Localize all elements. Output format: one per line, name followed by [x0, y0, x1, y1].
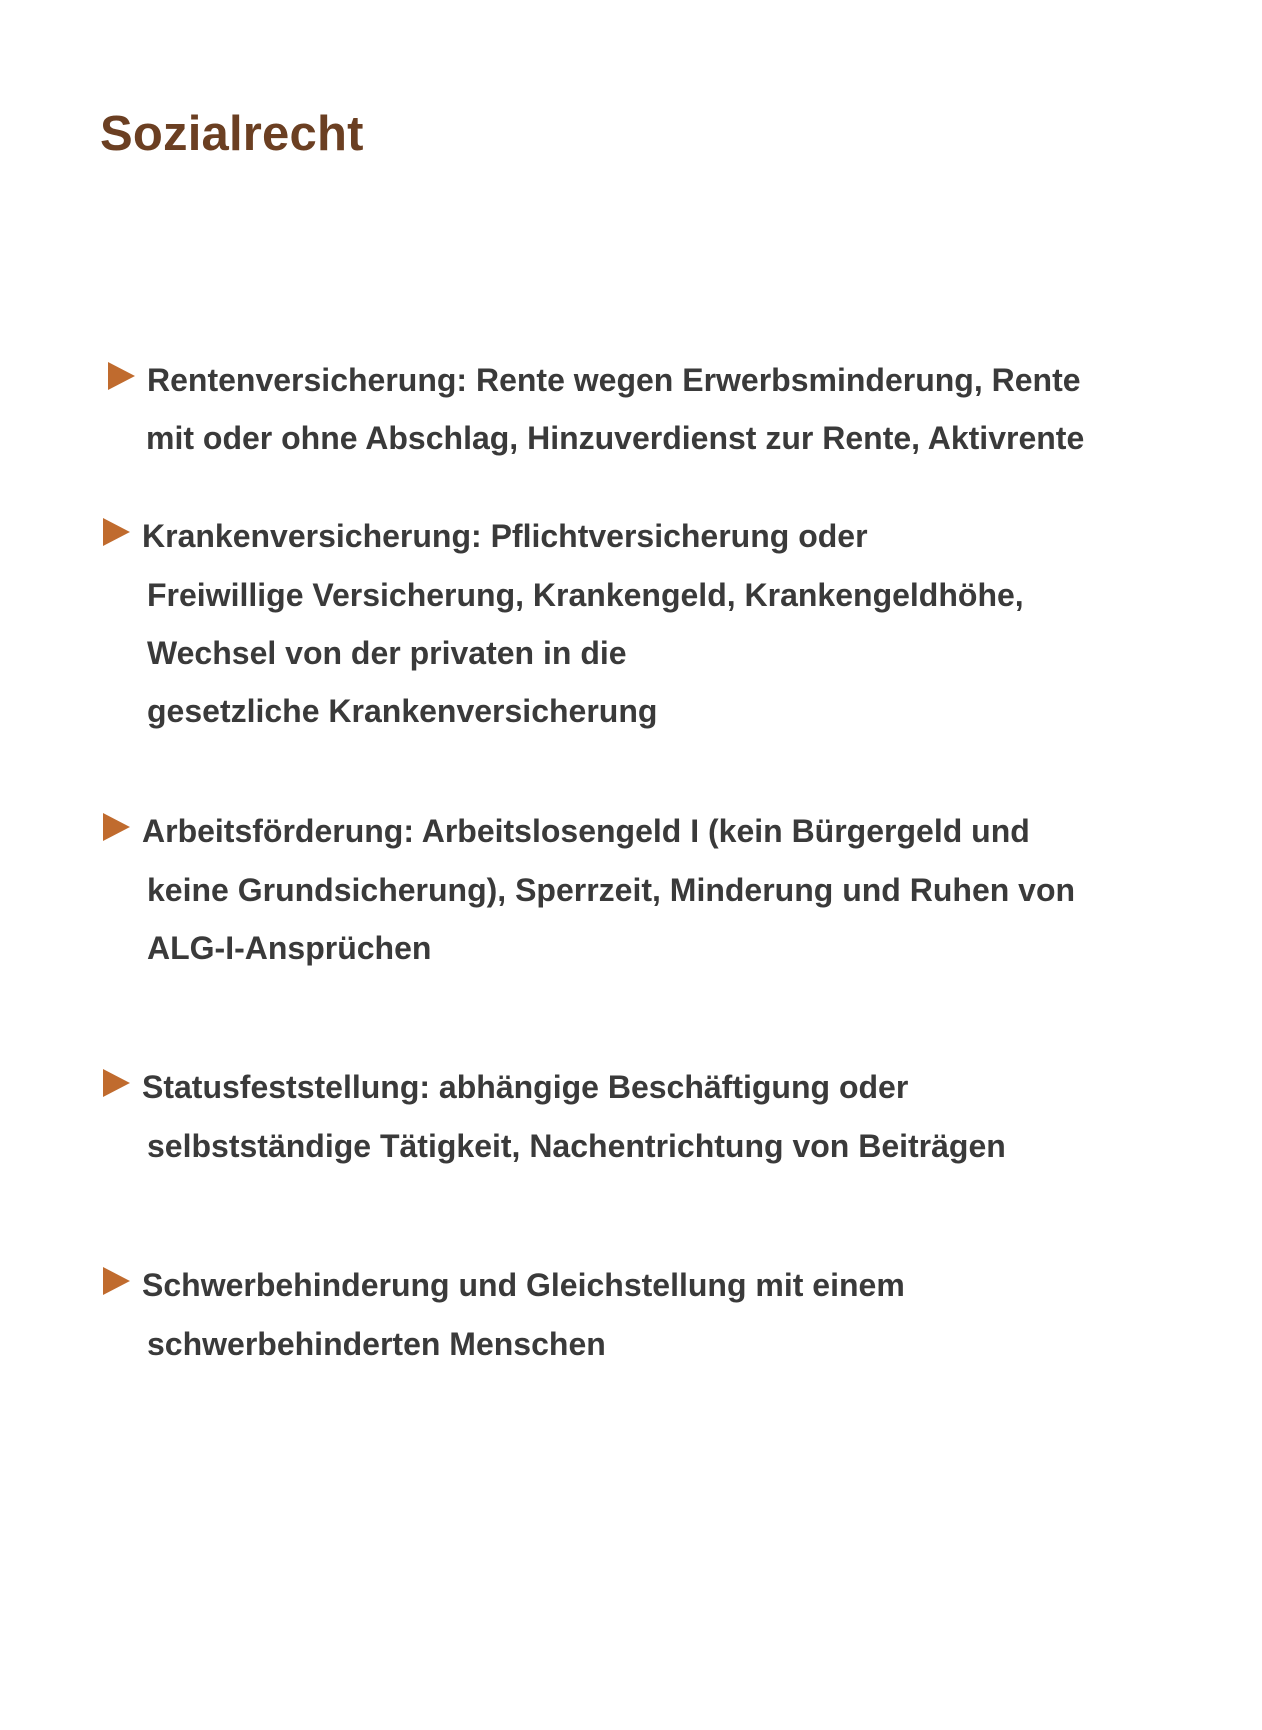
list-item-line: ALG-I-Ansprüchen: [147, 930, 432, 966]
list-item-line: Wechsel von der privaten in die: [147, 635, 627, 671]
list-item-line: keine Grundsicherung), Sperrzeit, Minderung und Ruhen von: [147, 872, 1076, 908]
list-item-line: selbstständige Tätigkeit, Nachentrichtung von Beiträgen: [147, 1128, 1006, 1164]
list-item-line: Rentenversicherung: Rente wegen Erwerbsminderung, Rente: [147, 362, 1081, 398]
list-item-line: Arbeitsförderung: Arbeitslosengeld I (kein Bürgergeld und: [142, 813, 1030, 849]
list-item-line: mit oder ohne Abschlag, Hinzuverdienst zur Rente, Aktivrente: [146, 420, 1085, 456]
triangle-bullet-icon: [103, 813, 130, 841]
triangle-bullet-icon: [103, 1267, 130, 1295]
list-item-line: Schwerbehinderung und Gleichstellung mit einem: [142, 1267, 905, 1303]
list-item-line: Krankenversicherung: Pflichtversicherung oder: [142, 518, 868, 554]
list-item-line: gesetzliche Krankenversicherung: [147, 693, 658, 729]
list-item-line: schwerbehinderten Menschen: [147, 1326, 606, 1362]
triangle-bullet-icon: [103, 1069, 130, 1097]
triangle-bullet-icon: [108, 362, 135, 390]
page-title: Sozialrecht: [100, 107, 364, 161]
triangle-bullet-icon: [103, 518, 130, 546]
list-item-line: Freiwillige Versicherung, Krankengeld, Krankengeldhöhe,: [147, 577, 1024, 613]
list-item-line: Statusfeststellung: abhängige Beschäftigung oder: [142, 1069, 909, 1105]
